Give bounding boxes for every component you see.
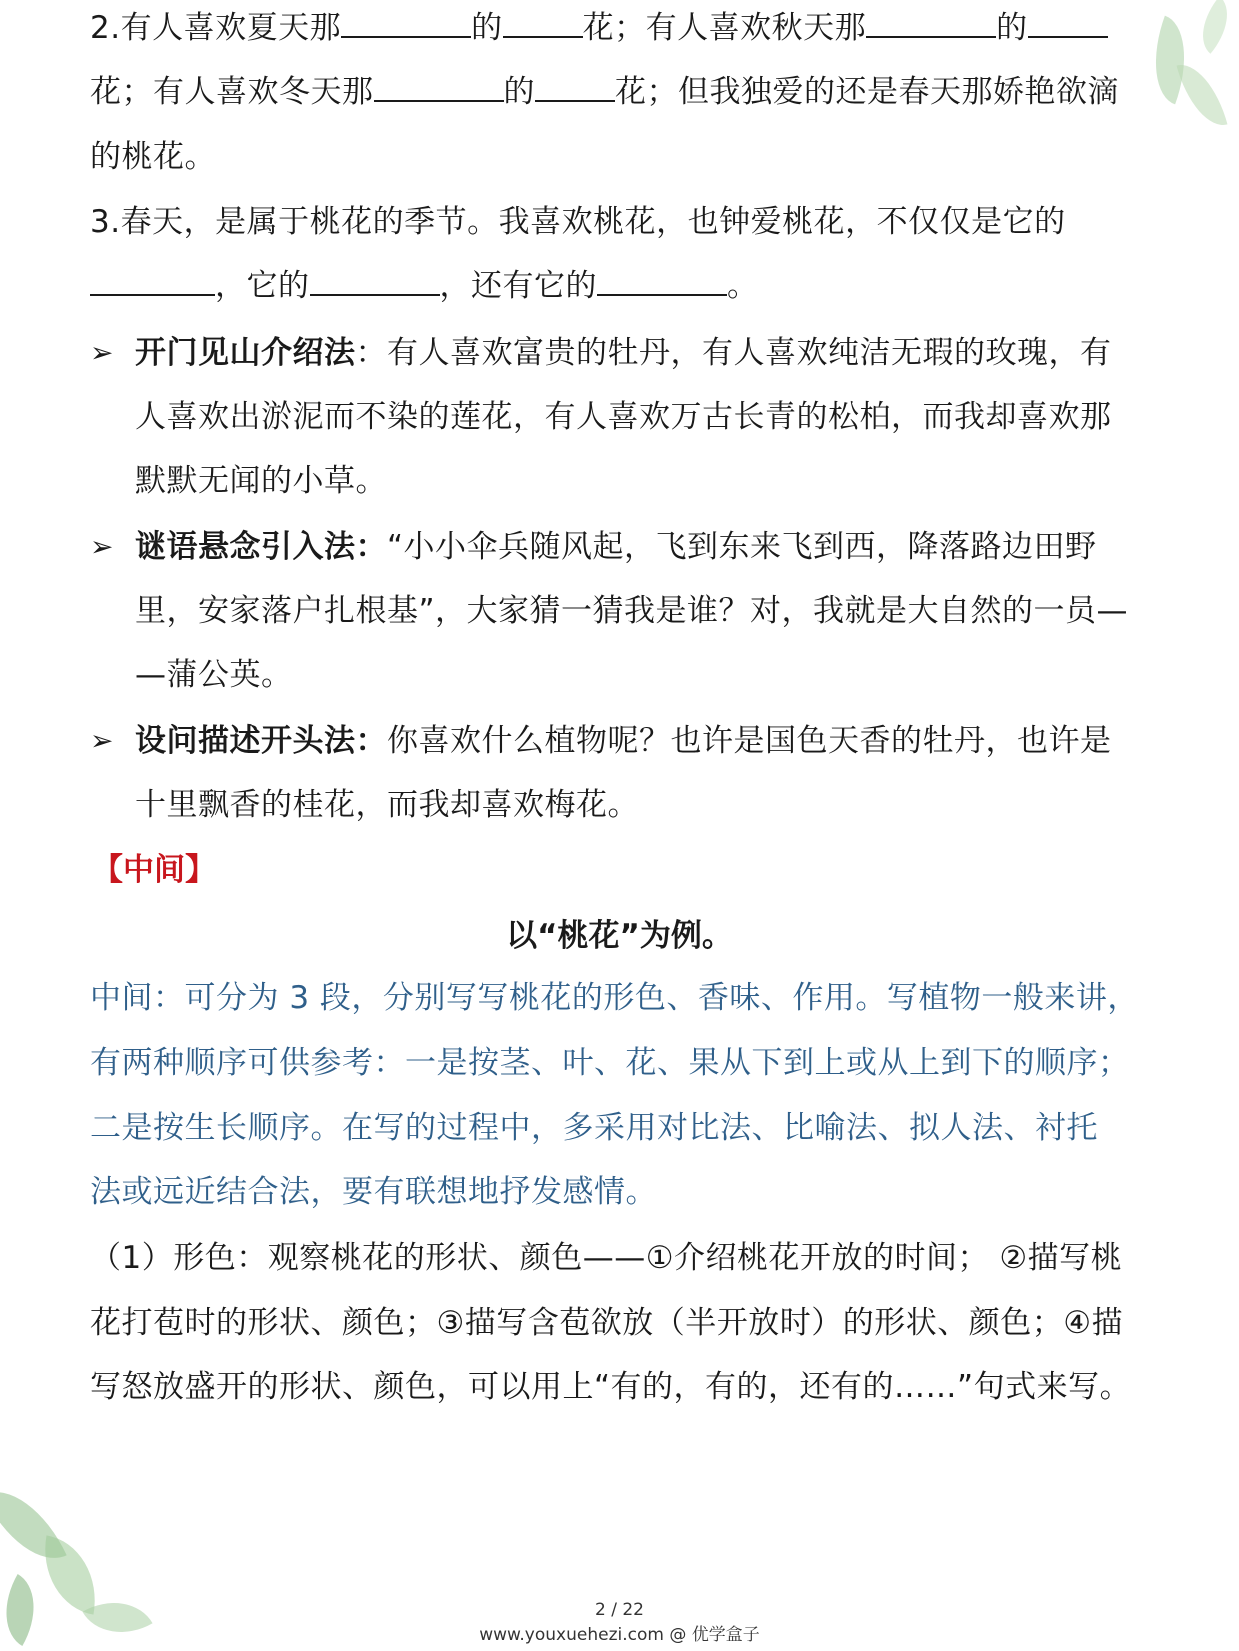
q2-text: 2.有人喜欢夏天那 — [90, 10, 342, 46]
fill-blank[interactable] — [866, 8, 996, 38]
point-line-1: （1）形色：观察桃花的形状、颜色——①介绍桃花开放的时间； ②描写桃 — [90, 1240, 1123, 1276]
q3-line-1: 3.春天，是属于桃花的季节。我喜欢桃花，也钟爱桃花，不仅仅是它的 — [90, 204, 1066, 240]
arrow-bullet-icon: ➢ — [90, 530, 114, 563]
method-2-line-2: 里，安家落户扎根基”，大家猜一猜我是谁？对，我就是大自然的一员— — [135, 593, 1129, 629]
q3-line-2 — [90, 266, 759, 306]
fill-blank[interactable] — [1028, 8, 1108, 38]
q2-text: 的 — [996, 10, 1028, 46]
arrow-bullet-icon: ➢ — [90, 336, 114, 369]
q3-text: ，还有它的 — [439, 268, 597, 304]
q2-text: 花；有人喜欢冬天那 — [90, 74, 374, 110]
method-1-line-3: 默默无闻的小草。 — [135, 463, 387, 499]
section-heading-middle: 【中间】 — [92, 852, 216, 888]
middle-blue-line-4: 法或远近结合法，要有联想地抒发感情。 — [90, 1174, 657, 1210]
method-title: 设问描述开头法： — [135, 723, 387, 759]
q2-text: 花；有人喜欢秋天那 — [582, 10, 867, 46]
method-1-line-1 — [135, 333, 1112, 373]
method-2-line-3: —蒲公英。 — [135, 657, 293, 693]
q2-line-2 — [90, 72, 1119, 112]
q2-text: 的 — [471, 10, 503, 46]
page-number: 2 / 22 — [595, 1600, 644, 1620]
fill-blank[interactable] — [90, 266, 215, 296]
method-3-line-2: 十里飘香的桂花，而我却喜欢梅花。 — [135, 787, 639, 823]
fill-blank[interactable] — [310, 266, 440, 296]
fill-blank[interactable] — [503, 8, 583, 38]
q2-text: 花；但我独爱的还是春天那娇艳欲滴 — [615, 74, 1119, 110]
middle-blue-line-2: 有两种顺序可供参考：一是按茎、叶、花、果从下到上或从上到下的顺序； — [90, 1045, 1130, 1081]
point-line-2: 花打苞时的形状、颜色；③描写含苞欲放（半开放时）的形状、颜色；④描 — [90, 1305, 1124, 1341]
method-1-line-2: 人喜欢出淤泥而不染的莲花，有人喜欢万古长青的松柏，而我却喜欢那 — [135, 399, 1112, 435]
q3-text: ，它的 — [215, 268, 310, 304]
q2-line-3: 的桃花。 — [90, 139, 216, 175]
middle-blue-line-1: 中间：可分为 3 段，分别写写桃花的形色、香味、作用。写植物一般来讲， — [90, 980, 1139, 1016]
middle-blue-line-3: 二是按生长顺序。在写的过程中，多采用对比法、比喻法、拟人法、衬托 — [90, 1110, 1098, 1146]
q2-line-1 — [90, 8, 1108, 48]
point-line-3: 写怒放盛开的形状、颜色，可以用上“有的，有的，还有的……”句式来写。 — [90, 1369, 1132, 1405]
fill-blank[interactable] — [535, 72, 615, 102]
arrow-bullet-icon: ➢ — [90, 724, 114, 757]
q2-text: 的 — [503, 74, 535, 110]
method-title: 开门见山介绍法 — [135, 335, 356, 371]
example-title: 以“桃花”为例。 — [506, 918, 733, 954]
fill-blank[interactable] — [341, 8, 471, 38]
method-title: 谜语悬念引入法： — [135, 529, 387, 565]
q3-text: 。 — [727, 268, 759, 304]
footer-source: www.youxuehezi.com @ 优学盒子 — [479, 1625, 760, 1645]
method-2-line-1 — [135, 527, 1097, 567]
fill-blank[interactable] — [597, 266, 727, 296]
method-text: ：有人喜欢富贵的牡丹，有人喜欢纯洁无瑕的玫瑰，有 — [355, 335, 1112, 371]
fill-blank[interactable] — [374, 72, 504, 102]
method-3-line-1 — [135, 721, 1112, 761]
method-text: “小小伞兵随风起，飞到东来飞到西，降落路边田野 — [387, 529, 1097, 565]
method-text: 你喜欢什么植物呢？也许是国色天香的牡丹，也许是 — [387, 723, 1112, 759]
